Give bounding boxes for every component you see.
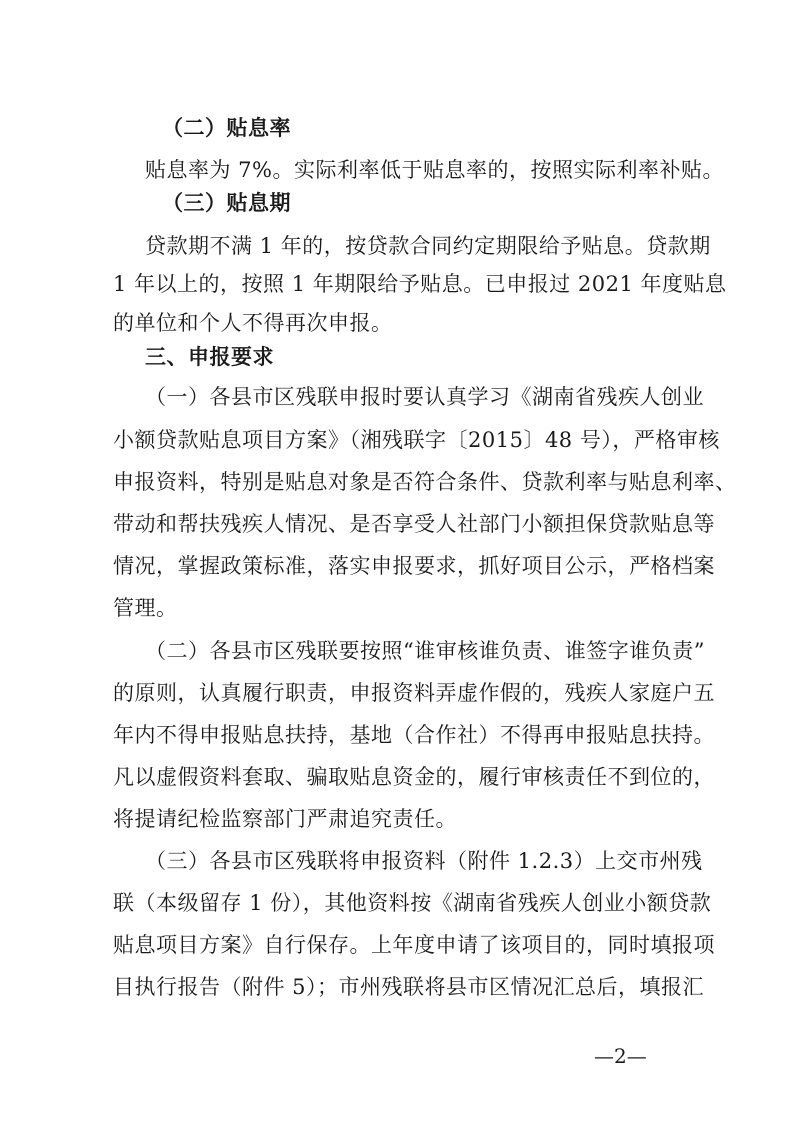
section-heading-interest-period: （三）贴息期 bbox=[162, 191, 291, 215]
paragraph-line: 的原则，认真履行职责，申报资料弄虚作假的，残疾人家庭户五 bbox=[113, 681, 715, 705]
paragraph-line: 1 年以上的，按照 1 年期限给予贴息。已申报过 2021 年度贴息 bbox=[113, 272, 727, 296]
paragraph-line: 的单位和个人不得再次申报。 bbox=[113, 311, 393, 335]
paragraph-line: （一）各县市区残联申报时要认真学习《湖南省残疾人创业 bbox=[145, 385, 704, 409]
page-number: —2— bbox=[594, 1044, 647, 1068]
paragraph-line: 贴息率为 7%。实际利率低于贴息率的，按照实际利率补贴。 bbox=[145, 158, 724, 182]
paragraph-line: 申报资料，特别是贴息对象是否符合条件、贷款利率与贴息利率、 bbox=[113, 470, 737, 494]
paragraph-line: 带动和帮扶残疾人情况、是否享受人社部门小额担保贷款贴息等 bbox=[113, 512, 715, 536]
section-heading-interest-rate: （二）贴息率 bbox=[162, 116, 291, 140]
paragraph-line: 年内不得申报贴息扶持，基地（合作社）不得再申报贴息扶持。 bbox=[113, 723, 715, 747]
paragraph-line: 联（本级留存 1 份），其他资料按《湖南省残疾人创业小额贷款 bbox=[113, 891, 712, 915]
paragraph-line: 小额贷款贴息项目方案》（湘残联字〔2015〕48 号），严格审核 bbox=[113, 428, 720, 452]
paragraph-line: 情况，掌握政策标准，落实申报要求，抓好项目公示，严格档案 bbox=[113, 554, 715, 578]
section-heading-requirements: 三、申报要求 bbox=[145, 345, 274, 369]
paragraph-line: 贷款期不满 1 年的，按贷款合同约定期限给予贴息。贷款期 bbox=[145, 234, 711, 258]
paragraph-line: 管理。 bbox=[113, 596, 178, 620]
paragraph-line: （三）各县市区残联将申报资料（附件 1.2.3）上交市州残 bbox=[145, 849, 703, 873]
paragraph-line: 凡以虚假资料套取、骗取贴息资金的，履行审核责任不到位的， bbox=[113, 765, 715, 789]
paragraph-line: 目执行报告（附件 5）；市州残联将县市区情况汇总后，填报汇 bbox=[113, 975, 705, 999]
paragraph-line: 将提请纪检监察部门严肃追究责任。 bbox=[113, 807, 457, 831]
paragraph-line: （二）各县市区残联要按照“谁审核谁负责、谁签字谁负责” bbox=[145, 639, 705, 663]
paragraph-line: 贴息项目方案》自行保存。上年度申请了该项目的，同时填报项 bbox=[113, 933, 715, 957]
